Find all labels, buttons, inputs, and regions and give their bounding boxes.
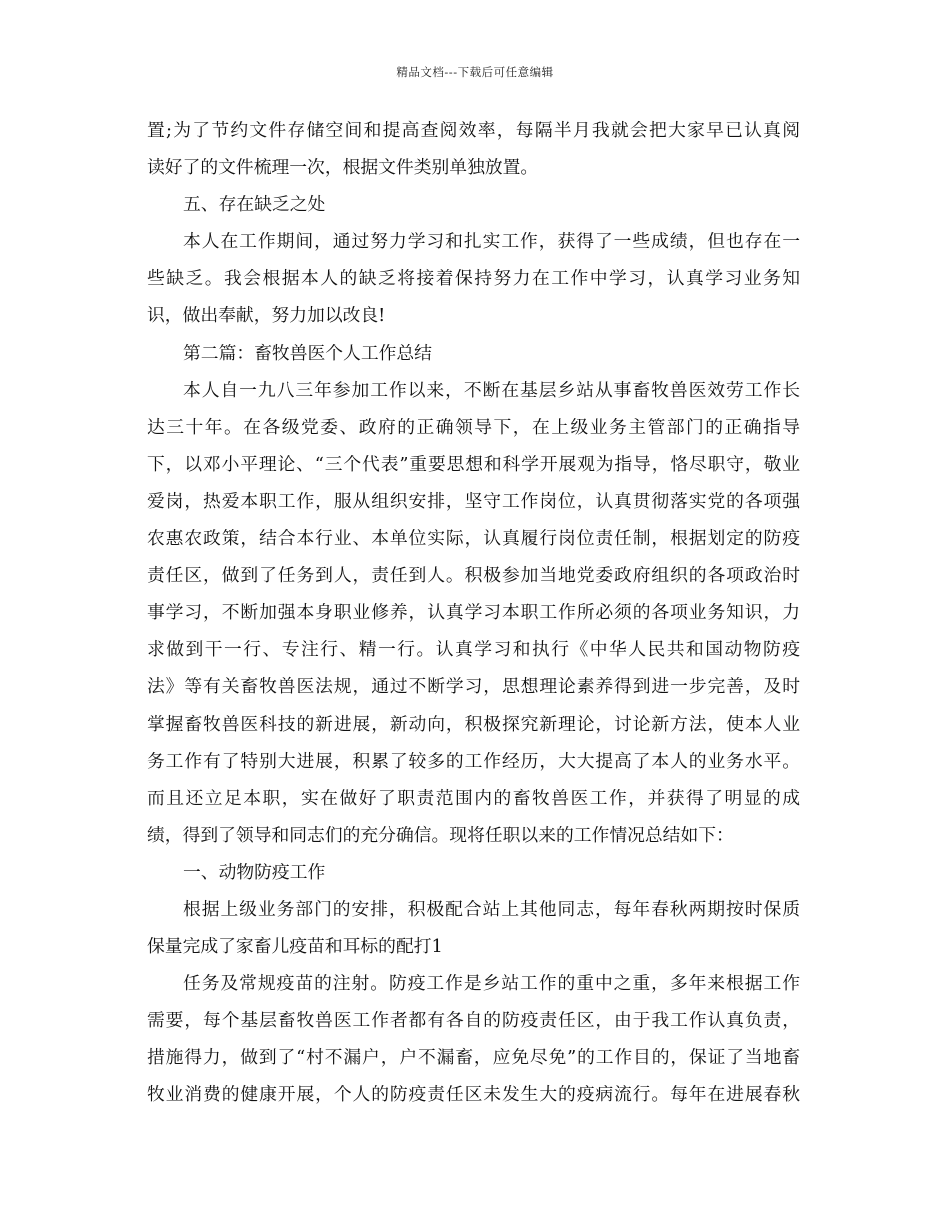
text-line: 求做到干一行、专注行、精一行。认真学习和执行《中华人民共和国动物防疫: [147, 639, 800, 661]
page-header: 精品文档---下载后可任意编辑: [396, 65, 554, 79]
text-line: 掌握畜牧兽医科技的新进展，新动向，积极探究新理论，讨论新方法，使本人业: [147, 713, 800, 735]
text-line: 措施得力，做到了“村不漏户，户不漏畜，应免尽免”的工作目的，保证了当地畜: [147, 1047, 800, 1069]
text-line: 牧业消费的健康开展，个人的防疫责任区未发生大的疫病流行。每年在进展春秋: [147, 1084, 800, 1106]
text-line: 农惠农政策，结合本行业、本单位实际，认真履行岗位责任制，根据划定的防疫: [147, 528, 800, 550]
text-line: 绩，得到了领导和同志们的充分确信。现将任职以来的工作情况总结如下：: [147, 824, 734, 846]
text-line: 识，做出奉献，努力加以改良!: [147, 305, 386, 327]
text-line: 本人自一九八三年参加工作以来，不断在基层乡站从事畜牧兽医效劳工作长: [183, 379, 800, 401]
chapter-heading: 第二篇：畜牧兽医个人工作总结: [183, 342, 432, 364]
text-line: 事学习，不断加强本身职业修养，认真学习本职工作所必须的各项业务知识，力: [147, 602, 800, 624]
text-line: 爱岗，热爱本职工作，服从组织安排，坚守工作岗位，认真贯彻落实党的各项强: [147, 490, 800, 512]
section-heading: 五、存在缺乏之处: [183, 194, 326, 216]
text-line: 任务及常规疫苗的注射。防疫工作是乡站工作的重中之重，多年来根据工作: [183, 973, 800, 995]
text-line: 根据上级业务部门的安排，积极配合站上其他同志，每年春秋两期按时保质: [183, 898, 800, 920]
text-line: 达三十年。在各级党委、政府的正确领导下，在上级业务主管部门的正确指导: [147, 416, 800, 438]
document-body: [147, 112, 800, 1114]
text-line: 而且还立足本职，实在做好了职责范围内的畜牧兽医工作，并获得了明显的成: [147, 787, 800, 809]
section-heading: 一、动物防疫工作: [183, 861, 326, 883]
text-line: 些缺乏。我会根据本人的缺乏将接着保持努力在工作中学习，认真学习业务知: [147, 268, 800, 290]
text-line: 需要，每个基层畜牧兽医工作者都有各自的防疫责任区，由于我工作认真负责，: [147, 1010, 800, 1032]
text-line: 置;为了节约文件存储空间和提高查阅效率，每隔半月我就会把大家早已认真阅: [147, 120, 800, 141]
text-line: 责任区，做到了任务到人，责任到人。积极参加当地党委政府组织的各项政治时: [147, 565, 800, 587]
text-line: 读好了的文件梳理一次，根据文件类别单独放置。: [147, 157, 539, 179]
text-line: 下，以邓小平理论、“三个代表”重要思想和科学开展观为指导，恪尽职守，敬业: [147, 453, 800, 475]
text-line: 保量完成了家畜儿疫苗和耳标的配打1: [147, 936, 443, 958]
text-line: 本人在工作期间，通过努力学习和扎实工作，获得了一些成绩，但也存在一: [183, 231, 800, 253]
text-line: 法》等有关畜牧兽医法规，通过不断学习，思想理论素养得到进一步完善，及时: [147, 676, 800, 698]
text-line: 务工作有了特别大进展，积累了较多的工作经历，大大提高了本人的业务水平。: [147, 750, 800, 772]
